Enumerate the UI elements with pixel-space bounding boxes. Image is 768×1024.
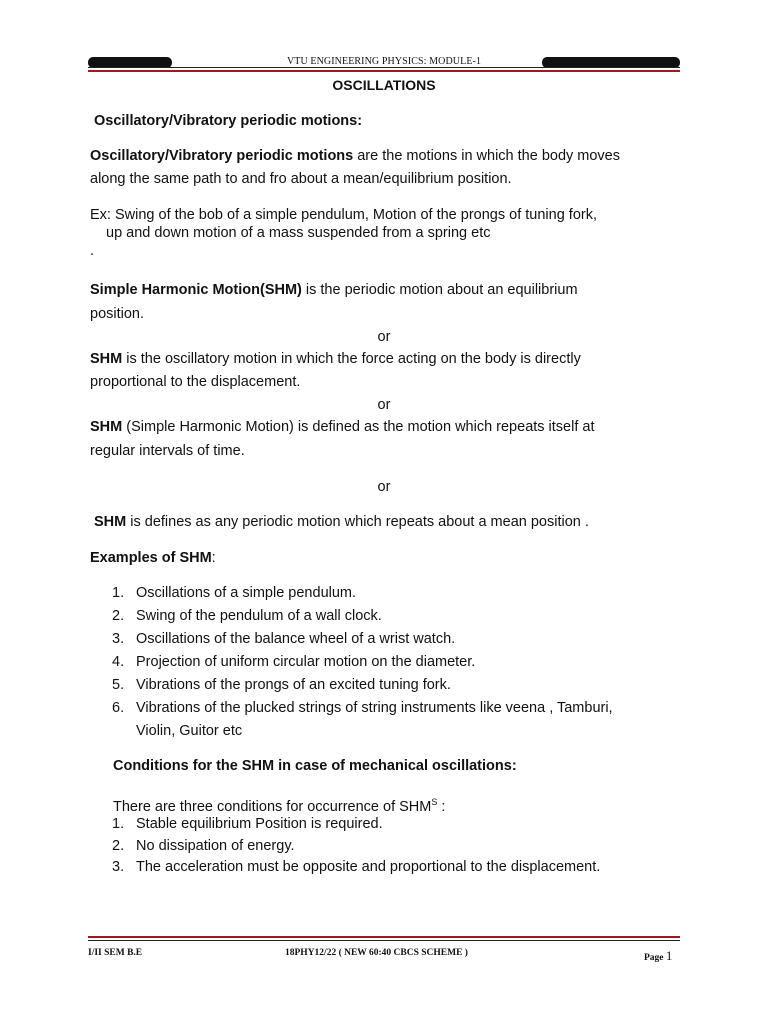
- def2-line2: proportional to the displacement.: [90, 374, 301, 390]
- def3-line1: [90, 416, 595, 439]
- list-number: 2.: [112, 608, 125, 624]
- page-title: OSCILLATIONS: [332, 77, 436, 93]
- def-shm-rest: is the periodic motion about an equilibrium: [301, 282, 578, 298]
- list-item: [112, 697, 613, 720]
- list-text: No dissipation of energy.: [136, 837, 295, 854]
- def3-bold: SHM: [90, 419, 123, 435]
- header-rule-red: [88, 70, 680, 72]
- example-line3: .: [90, 243, 95, 259]
- footer-scheme: 18PHY12/22 ( NEW 60:40 CBCS SCHEME ): [285, 948, 468, 958]
- list-text: Oscillations of a simple pendulum.: [136, 585, 357, 601]
- list-number: 3.: [112, 631, 125, 647]
- list-item: [112, 605, 613, 628]
- examples-heading-bold: Examples of SHM: [90, 550, 212, 566]
- para-oscillatory-rest: are the motions in which the body moves: [353, 148, 620, 164]
- para-oscillatory-line2: along the same path to and fro about a mean/equilibrium position.: [90, 171, 512, 187]
- footer-page: [644, 948, 672, 964]
- def4-line: [94, 511, 589, 534]
- footer-page-number: 1: [665, 948, 673, 963]
- def2-line1: [90, 348, 581, 371]
- conditions-intro-text: There are three conditions for occurrence of SHM: [113, 798, 432, 815]
- list-text: Projection of uniform circular motion on the diameter.: [136, 654, 476, 670]
- list-text: Vibrations of the prongs of an excited tuning fork.: [136, 677, 451, 693]
- def3-line2: regular intervals of time.: [90, 443, 245, 459]
- list-number: 6.: [112, 700, 125, 716]
- list-text: Vibrations of the plucked strings of string instruments like veena , Tamburi,: [136, 700, 613, 716]
- list-number: 1.: [112, 585, 125, 601]
- footer-rule-dark: [88, 940, 680, 941]
- example-line1: Ex: Swing of the bob of a simple pendulum, Motion of the prongs of tuning fork,: [90, 207, 597, 223]
- def2-bold: SHM: [90, 351, 123, 367]
- list-text: The acceleration must be opposite and proportional to the displacement.: [136, 859, 601, 875]
- examples-heading: [90, 547, 216, 570]
- conditions-intro-tail: :: [437, 798, 446, 815]
- or-separator-2: or: [377, 397, 391, 413]
- def2-rest: is the oscillatory motion in which the force acting on the body is directly: [122, 351, 581, 367]
- def-shm-line1: [90, 279, 578, 302]
- list-item: [112, 857, 600, 879]
- def4-rest: is defines as any periodic motion which repeats about a mean position .: [126, 514, 589, 530]
- conditions-heading: Conditions for the SHM in case of mechanical oscillations:: [113, 758, 517, 774]
- list-item: [112, 628, 613, 651]
- list-item: [112, 674, 613, 697]
- def-shm-line2: position.: [90, 306, 145, 322]
- header-title: VTU ENGINEERING PHYSICS: MODULE-1: [286, 56, 482, 67]
- header-rule-dark: [88, 67, 680, 68]
- list-item: [112, 651, 613, 674]
- def3-rest: (Simple Harmonic Motion) is defined as the motion which repeats itself at: [122, 419, 595, 435]
- def-shm-bold: Simple Harmonic Motion(SHM): [90, 282, 302, 298]
- list-text: Violin, Guitor etc: [136, 723, 243, 739]
- list-item: [112, 814, 600, 836]
- para-oscillatory-bold: Oscillatory/Vibratory periodic motions: [90, 148, 354, 164]
- conditions-intro-sup: S: [431, 797, 438, 807]
- footer-semester: I/II SEM B.E: [88, 948, 143, 958]
- list-text: Stable equilibrium Position is required.: [136, 816, 383, 832]
- list-text: Swing of the pendulum of a wall clock.: [136, 608, 382, 624]
- footer-page-label: Page: [644, 953, 664, 963]
- examples-heading-colon: :: [211, 550, 216, 566]
- section-heading-oscillatory: Oscillatory/Vibratory periodic motions:: [94, 113, 363, 129]
- list-number: 5.: [112, 677, 125, 693]
- example-line2: up and down motion of a mass suspended from a spring etc: [106, 225, 491, 241]
- def4-bold: SHM: [94, 514, 127, 530]
- list-number: 1.: [112, 816, 125, 832]
- list-number: 2.: [112, 837, 125, 854]
- footer-rule-red: [88, 936, 680, 938]
- list-item: [112, 582, 613, 605]
- list-number: 4.: [112, 654, 125, 670]
- list-text: Oscillations of the balance wheel of a wrist watch.: [136, 631, 456, 647]
- para-oscillatory-line1: [90, 145, 620, 168]
- list-item-continuation: [112, 720, 613, 743]
- list-item: [112, 836, 600, 858]
- or-separator-1: or: [377, 329, 391, 345]
- conditions-list: [112, 814, 600, 879]
- examples-list: [112, 582, 613, 743]
- or-separator-3: or: [377, 479, 391, 495]
- list-number: 3.: [112, 859, 125, 875]
